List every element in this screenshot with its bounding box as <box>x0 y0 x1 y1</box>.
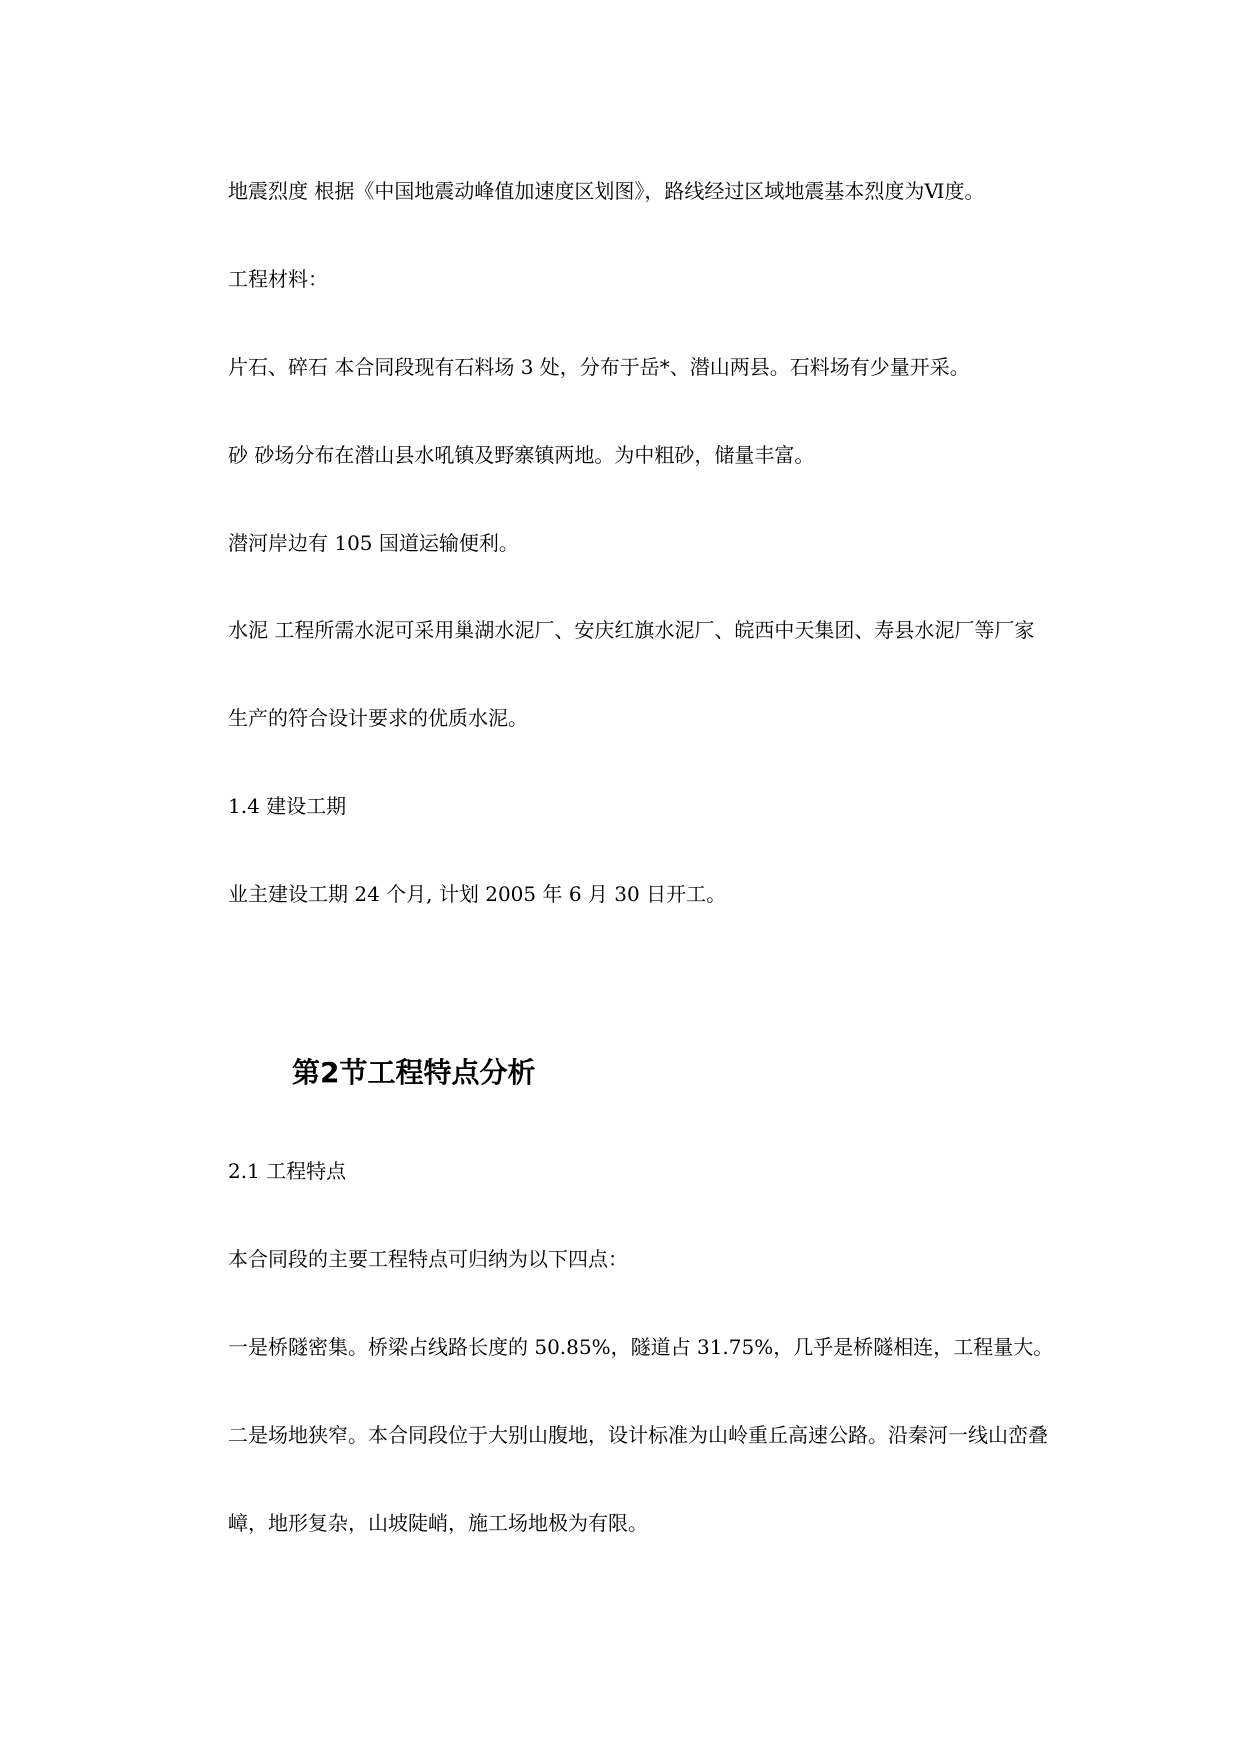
paragraph-point-one: 一是桥隧密集。桥梁占线路长度的 50.85%，隧道占 31.75%，几乎是桥隧相连，工程量大。 <box>228 1335 1054 1359</box>
subsection-title-2-1: 2.1 工程特点 <box>228 1159 347 1183</box>
paragraph-stone: 片石、碎石 本合同段现有石料场 3 处，分布于岳*、潜山两县。石料场有少量开采。 <box>228 355 970 379</box>
paragraph-seismic-intensity: 地震烈度 根据《中国地震动峰值加速度区划图》，路线经过区域地震基本烈度为Ⅵ度。 <box>228 179 985 203</box>
paragraph-point-two-cont: 嶂，地形复杂，山坡陡峭，施工场地极为有限。 <box>228 1511 648 1535</box>
paragraph-summary: 本合同段的主要工程特点可归纳为以下四点： <box>228 1247 628 1271</box>
section-heading: 第2节工程特点分析 <box>292 1056 536 1089</box>
paragraph-cement-cont: 生产的符合设计要求的优质水泥。 <box>228 706 528 730</box>
paragraph-point-two: 二是场地狭窄。本合同段位于大别山腹地，设计标准为山岭重丘高速公路。沿秦河一线山峦叠 <box>228 1423 1048 1447</box>
paragraph-materials-heading: 工程材料： <box>228 267 328 291</box>
paragraph-transport: 潜河岸边有 105 国道运输便利。 <box>228 531 519 555</box>
subsection-title-1-4: 1.4 建设工期 <box>228 794 347 818</box>
paragraph-schedule: 业主建设工期 24 个月, 计划 2005 年 6 月 30 日开工。 <box>228 882 727 906</box>
paragraph-cement: 水泥 工程所需水泥可采用巢湖水泥厂、安庆红旗水泥厂、皖西中天集团、寿县水泥厂等厂家 <box>228 618 1035 642</box>
paragraph-sand: 砂 砂场分布在潜山县水吼镇及野寨镇两地。为中粗砂，储量丰富。 <box>228 443 815 467</box>
